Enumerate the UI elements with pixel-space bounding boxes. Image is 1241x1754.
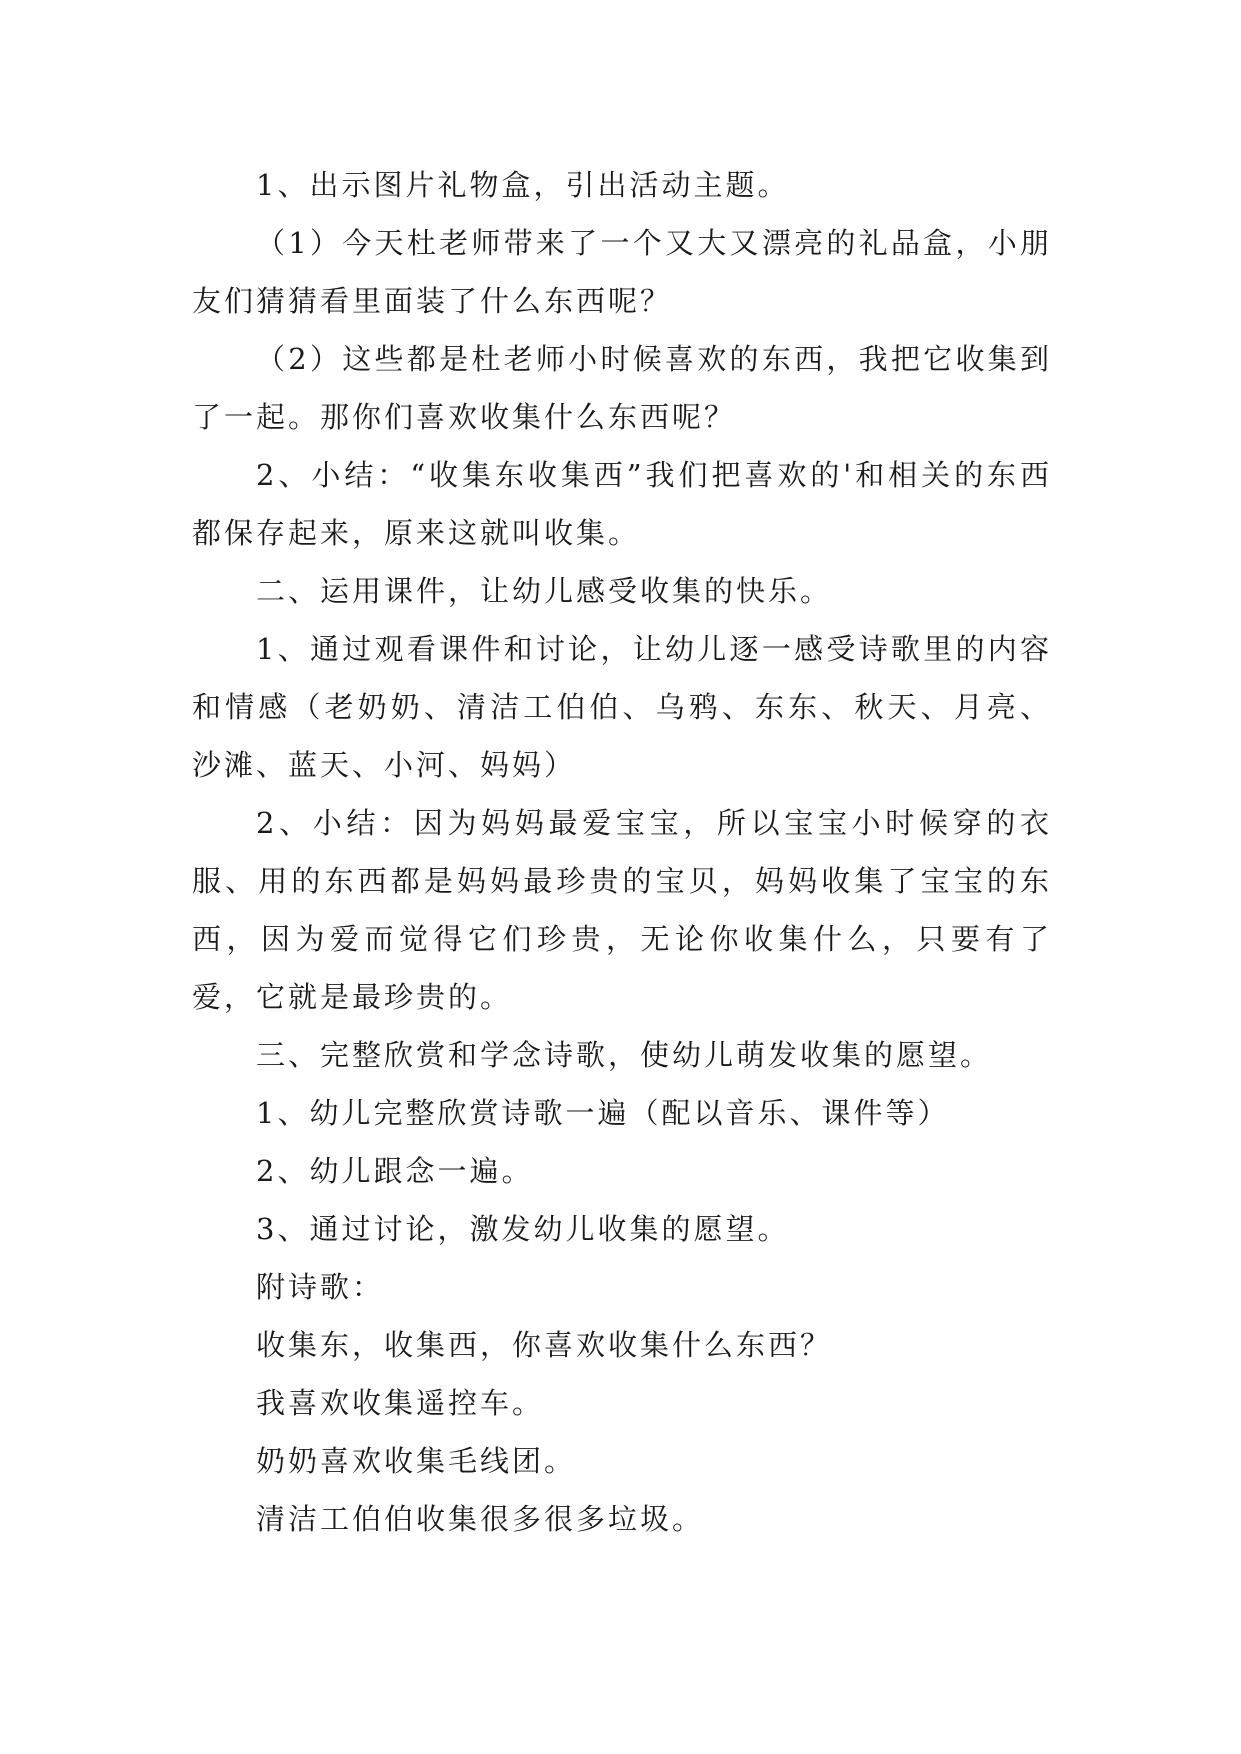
- paragraph: 1、幼儿完整欣赏诗歌一遍（配以音乐、课件等）: [256, 1096, 950, 1130]
- paragraph: 1、通过观看课件和讨论，让幼儿逐一感受诗歌里的内容和情感（老奶奶、清洁工伯伯、乌鸦、东东、秋天、月亮、沙滩、蓝天、小河、妈妈）: [192, 632, 1052, 782]
- document-body: [192, 156, 1052, 1548]
- poem-line: 奶奶喜欢收集毛线团。: [256, 1444, 577, 1478]
- poem-line: 收集东，收集西，你喜欢收集什么东西？: [256, 1328, 833, 1362]
- section-heading: 二、运用课件，让幼儿感受收集的快乐。: [256, 574, 833, 608]
- poem-heading: 附诗歌：: [256, 1270, 385, 1304]
- paragraph: 2、小结：“收集东收集西”我们把喜欢的'和相关的东西都保存起来，原来这就叫收集。: [192, 458, 1052, 550]
- paragraph: （2）这些都是杜老师小时候喜欢的东西，我把它收集到了一起。那你们喜欢收集什么东西呢？: [192, 342, 1052, 434]
- paragraph: 1、出示图片礼物盒，引出活动主题。: [256, 168, 790, 202]
- paragraph: 3、通过讨论，激发幼儿收集的愿望。: [256, 1212, 790, 1246]
- poem-line: 我喜欢收集遥控车。: [256, 1386, 545, 1420]
- section-heading: 三、完整欣赏和学念诗歌，使幼儿萌发收集的愿望。: [256, 1038, 993, 1072]
- paragraph: （1）今天杜老师带来了一个又大又漂亮的礼品盒，小朋友们猜猜看里面装了什么东西呢？: [192, 226, 1052, 318]
- paragraph: 2、幼儿跟念一遍。: [256, 1154, 534, 1188]
- paragraph: 2、小结：因为妈妈最爱宝宝，所以宝宝小时候穿的衣服、用的东西都是妈妈最珍贵的宝贝，妈妈收集了宝宝的东西，因为爱而觉得它们珍贵，无论你收集什么，只要有了爱，它就是最珍贵的。: [192, 806, 1052, 1014]
- poem-line: 清洁工伯伯收集很多很多垃圾。: [256, 1502, 705, 1536]
